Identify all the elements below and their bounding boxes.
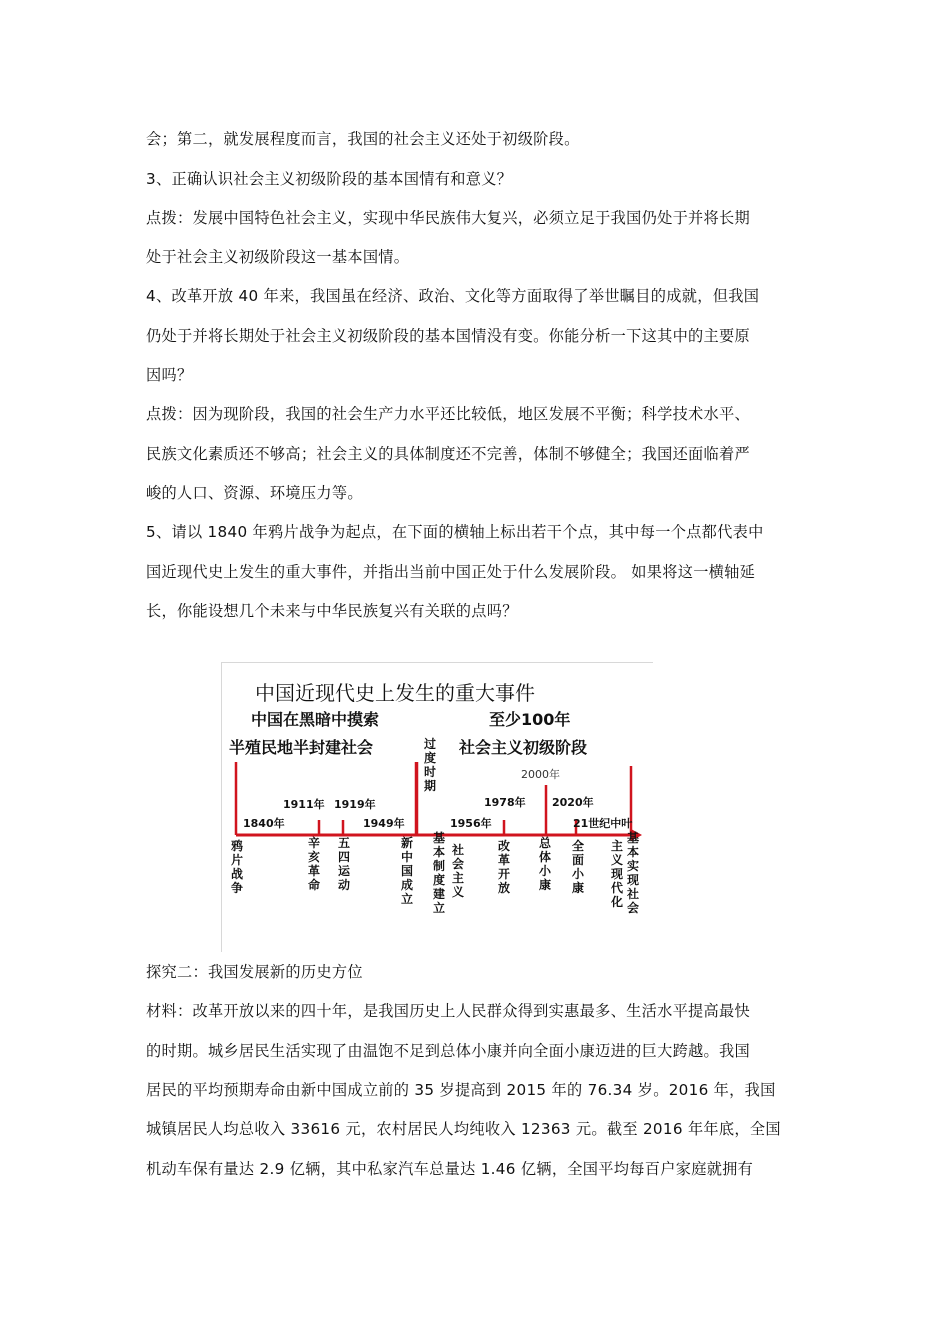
event-label-char: 立 xyxy=(401,892,414,906)
event-label-char: 片 xyxy=(231,853,244,867)
paragraph-line: 3、正确认识社会主义初级阶段的基本国情有和意义？ xyxy=(146,170,513,188)
timeline-diagram xyxy=(221,662,653,952)
event-label-char: 放 xyxy=(498,881,511,895)
event-label-char: 化 xyxy=(611,895,624,909)
event-label-char: 会 xyxy=(452,857,465,871)
event-label-char: 现 xyxy=(611,867,624,881)
event-label-char: 基 xyxy=(627,831,640,845)
paragraph-after-line: 城镇居民人均总收入 33616 元，农村居民人均纯收入 12363 元。截至 2016 年年底，全国 xyxy=(146,1120,781,1138)
event-label-char: 康 xyxy=(572,881,585,895)
heading-primary-stage: 社会主义初级阶段 xyxy=(459,738,588,757)
paragraph-line: 5、请以 1840 年鸦片战争为起点，在下面的横轴上标出若干个点，其中每一个点都代表中 xyxy=(146,523,764,541)
timeline-title: 中国近现代史上发生的重大事件 xyxy=(255,681,535,705)
event-label-char: 现 xyxy=(627,873,640,887)
paragraph-line: 仍处于并将长期处于社会主义初级阶段的基本国情没有变。你能分析一下这其中的主要原 xyxy=(146,327,751,345)
event-label-char: 新 xyxy=(401,836,414,850)
paragraph-line: 4、改革开放 40 年来，我国虽在经济、政治、文化等方面取得了举世瞩目的成就，但我国 xyxy=(146,287,760,305)
event-label-char: 国 xyxy=(401,864,414,878)
event-label-char: 运 xyxy=(338,864,351,878)
transition-char: 过 xyxy=(424,737,437,751)
event-label-char: 革 xyxy=(498,853,511,867)
heading-dark-exploration: 中国在黑暗中摸索 xyxy=(251,710,380,729)
event-label-char: 基 xyxy=(433,831,446,845)
event-label-char: 成 xyxy=(401,878,414,892)
event-label-char: 小 xyxy=(539,864,552,878)
event-label-char: 会 xyxy=(627,901,640,915)
year-label: 21世纪中叶 xyxy=(573,817,633,830)
paragraph-line: 峻的人口、资源、环境压力等。 xyxy=(146,484,363,502)
paragraph-line: 点拨：发展中国特色社会主义，实现中华民族伟大复兴，必须立足于我国仍处于并将长期 xyxy=(146,209,751,227)
event-label-char: 本 xyxy=(627,845,640,859)
paragraph-after-line: 的时期。城乡居民生活实现了由温饱不足到总体小康并向全面小康迈进的巨大跨越。我国 xyxy=(146,1042,751,1060)
event-label-char: 总 xyxy=(539,836,552,850)
paragraph-after-line: 材料：改革开放以来的四十年，是我国历史上人民群众得到实惠最多、生活水平提高最快 xyxy=(146,1002,751,1020)
transition-char: 时 xyxy=(424,765,437,779)
event-label-char: 改 xyxy=(498,839,511,853)
event-label-char: 小 xyxy=(572,867,585,881)
year-2000-label: 2000年 xyxy=(521,768,560,781)
event-label-char: 代 xyxy=(611,881,624,895)
event-label-char: 立 xyxy=(433,901,446,915)
event-label-char: 五 xyxy=(338,836,351,850)
event-label-char: 中 xyxy=(401,850,414,864)
event-label-char: 鸦 xyxy=(231,839,244,853)
event-label-char: 面 xyxy=(572,853,585,867)
event-labels xyxy=(231,830,639,915)
year-label: 1840年 xyxy=(243,817,285,830)
event-label-char: 命 xyxy=(308,878,321,892)
paragraph-after-line: 探究二：我国发展新的历史方位 xyxy=(146,963,363,981)
year-label: 2020年 xyxy=(552,796,594,809)
transition-period-label xyxy=(424,736,436,793)
event-label-char: 建 xyxy=(433,887,446,901)
event-label-char: 争 xyxy=(231,881,244,895)
event-label-char: 度 xyxy=(433,873,446,887)
heading-100-years: 至少100年 xyxy=(489,710,571,729)
event-label-char: 辛 xyxy=(308,836,321,850)
timeline-figure xyxy=(221,662,653,952)
event-label-char: 义 xyxy=(611,853,624,867)
event-label-char: 四 xyxy=(338,850,351,864)
event-label-char: 动 xyxy=(338,878,351,892)
event-label-char: 康 xyxy=(539,878,552,892)
event-label-char: 义 xyxy=(452,885,465,899)
event-label-char: 社 xyxy=(452,843,465,857)
year-label: 1911年 xyxy=(283,798,325,811)
event-label-char: 主 xyxy=(452,871,465,885)
event-label-char: 战 xyxy=(231,867,244,881)
year-label: 1919年 xyxy=(334,798,376,811)
event-label-char: 革 xyxy=(308,864,321,878)
event-label-char: 社 xyxy=(627,887,640,901)
year-label: 1978年 xyxy=(484,796,526,809)
paragraph-line: 国近现代史上发生的重大事件，并指出当前中国正处于什么发展阶段。 如果将这一横轴延 xyxy=(146,563,756,581)
paragraph-line: 民族文化素质还不够高；社会主义的具体制度还不完善，体制不够健全；我国还面临着严 xyxy=(146,445,751,463)
paragraph-line: 处于社会主义初级阶段这一基本国情。 xyxy=(146,248,410,266)
event-label-char: 开 xyxy=(498,867,511,881)
event-label-char: 亥 xyxy=(308,850,321,864)
paragraph-line: 因吗？ xyxy=(146,366,193,384)
paragraph-line: 长，你能设想几个未来与中华民族复兴有关联的点吗？ xyxy=(146,602,518,620)
event-label-char: 全 xyxy=(572,839,585,853)
year-label: 1956年 xyxy=(450,817,492,830)
event-label-char: 主 xyxy=(611,839,624,853)
year-labels xyxy=(243,795,633,830)
heading-semi-colonial: 半殖民地半封建社会 xyxy=(229,738,374,757)
transition-char: 度 xyxy=(424,751,437,765)
event-label-char: 实 xyxy=(627,859,640,873)
paragraph-after-line: 机动车保有量达 2.9 亿辆，其中私家汽车总量达 1.46 亿辆，全国平均每百户家庭就拥有 xyxy=(146,1160,754,1178)
transition-char: 期 xyxy=(424,779,437,793)
event-label-char: 制 xyxy=(433,859,446,873)
paragraph-line: 会；第二，就发展程度而言，我国的社会主义还处于初级阶段。 xyxy=(146,130,580,148)
event-label-char: 本 xyxy=(433,845,446,859)
paragraph-line: 点拨：因为现阶段，我国的社会生产力水平还比较低，地区发展不平衡；科学技术水平、 xyxy=(146,405,751,423)
event-label-char: 体 xyxy=(539,850,552,864)
year-label: 1949年 xyxy=(363,817,405,830)
paragraph-after-line: 居民的平均预期寿命由新中国成立前的 35 岁提高到 2015 年的 76.34 岁。2016 年，我国 xyxy=(146,1081,776,1099)
